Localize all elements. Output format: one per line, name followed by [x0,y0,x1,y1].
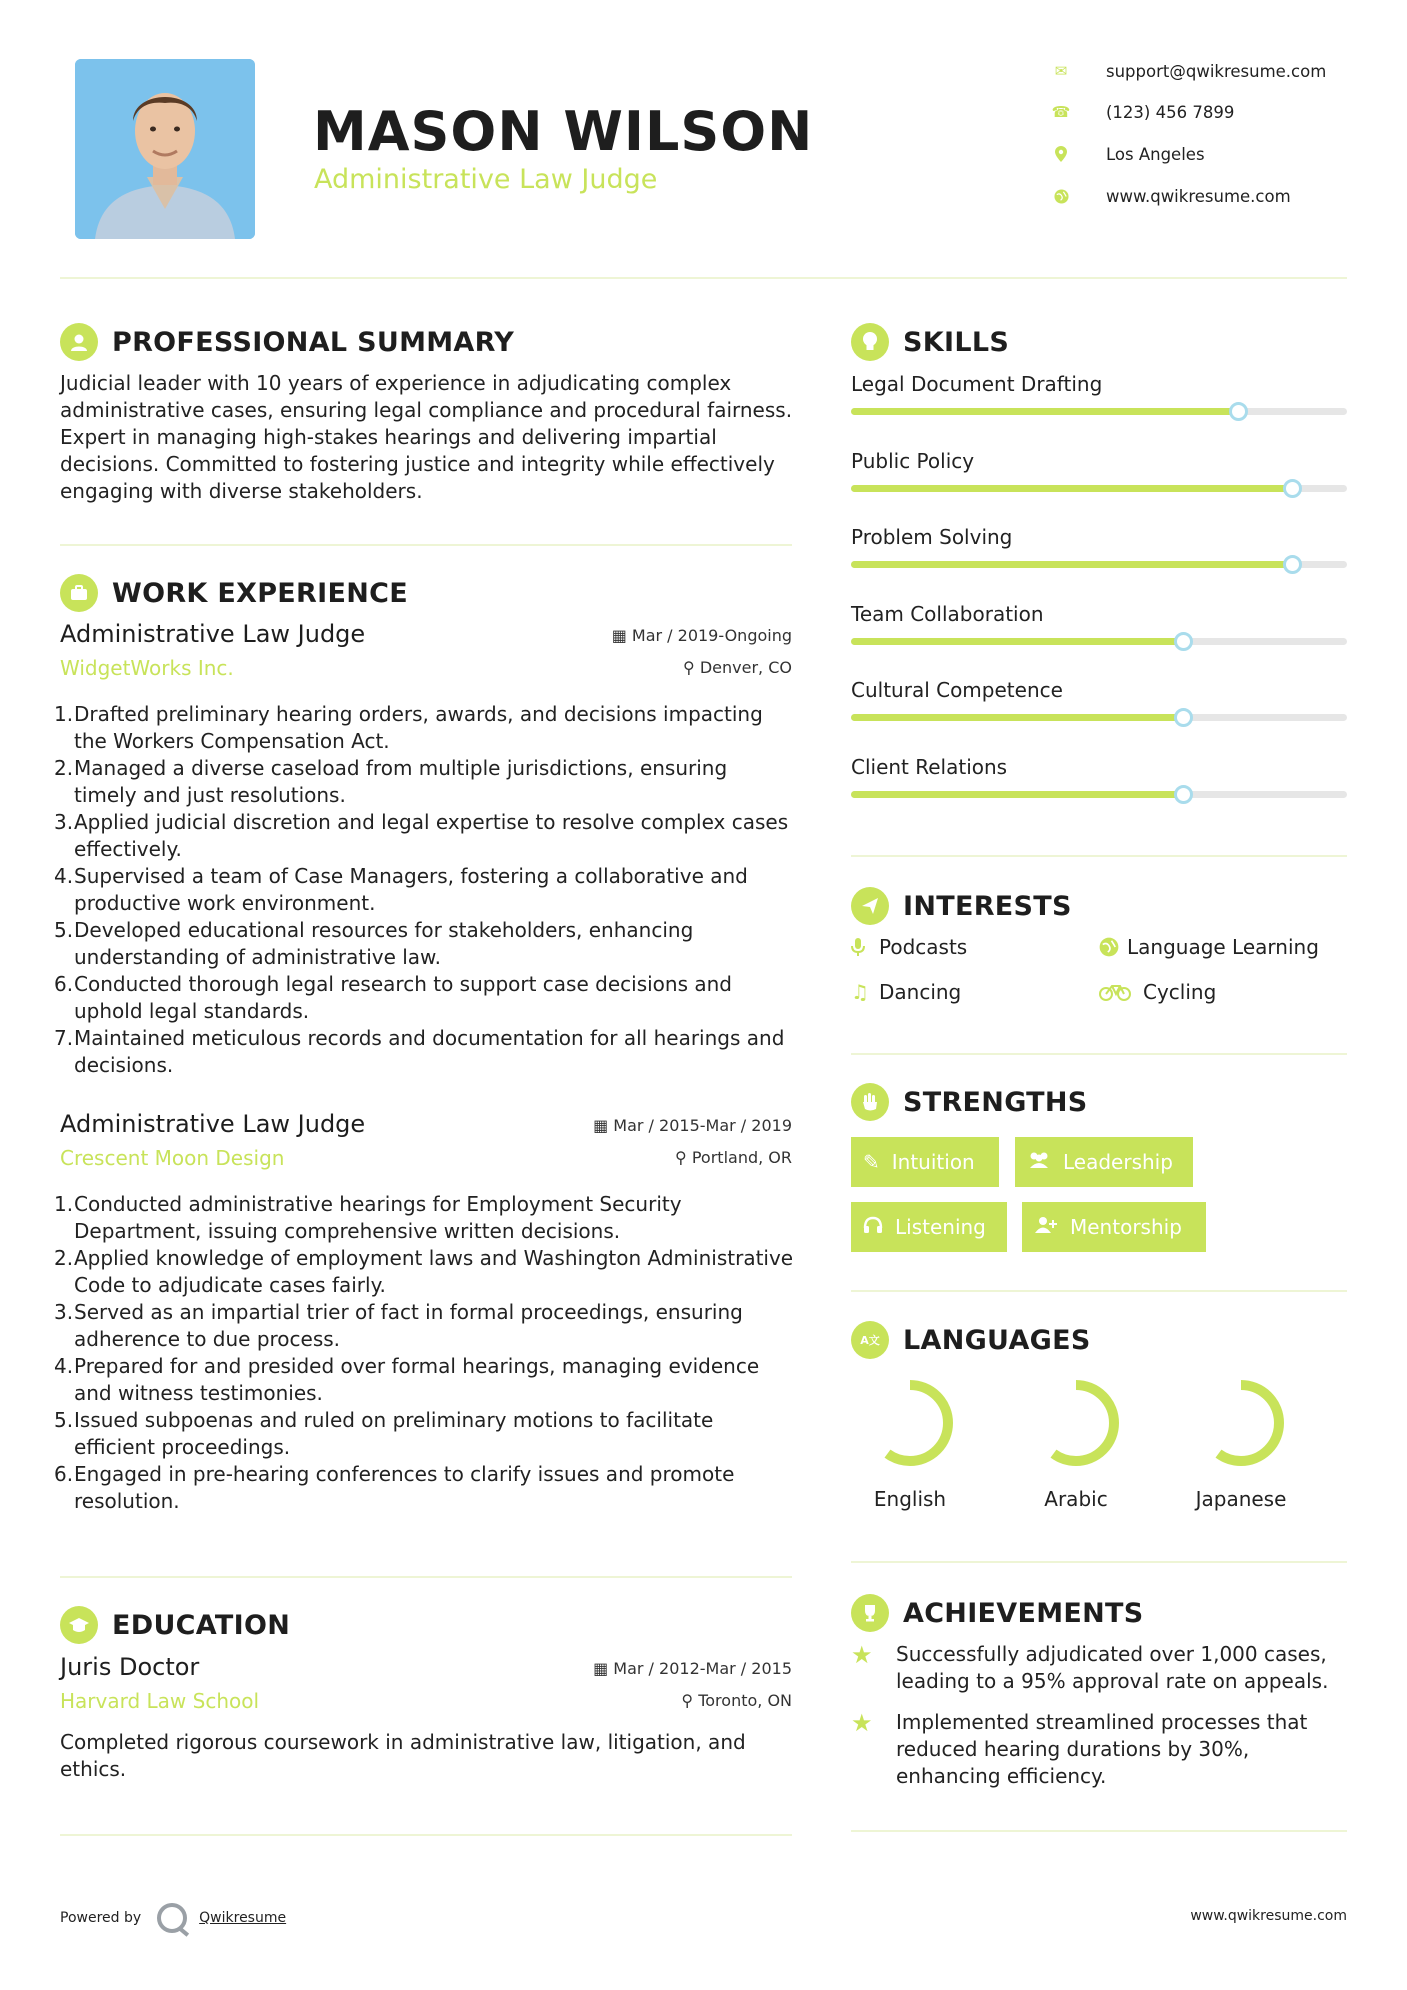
skill-item [851,602,1347,626]
interests-heading-text: INTERESTS [903,890,1072,922]
interest-label: Language Learning [1127,935,1319,959]
skill-level-knob [1283,479,1302,498]
contact-website-text: www.qwikresume.com [1106,186,1291,206]
language-name: Arabic [1044,1487,1108,1511]
interest-podcasts [851,935,967,959]
languages-divider [851,1561,1347,1563]
skill-item [851,678,1347,702]
strength-tag-intuition [851,1137,999,1187]
phone-icon: ☎ [1051,103,1071,121]
footer-url[interactable]: www.qwikresume.com [1190,1908,1347,1924]
list-item: 2. Applied knowledge of employment laws and Washington Administrative Code to adjudicate cases fairly. [54,1246,794,1297]
headphones-icon [863,1215,883,1239]
trophy-icon [851,1594,889,1632]
list-item: 4. Supervised a team of Case Managers, fostering a collaborative and productive work environment. [54,864,748,915]
list-item: 3. Served as an impartial trier of fact in formal proceedings, ensuring adherence to due process. [54,1300,743,1351]
list-item: 1. Drafted preliminary hearing orders, awards, and decisions impacting the Workers Compensation Act. [54,702,763,753]
language-level-arc [1038,1385,1114,1461]
skill-name: Client Relations [851,754,1008,779]
skill-bar-track [851,638,1347,645]
skill-item [851,372,1347,396]
skill-bar-fill [851,791,1183,798]
languages-heading-text: LANGUAGES [903,1324,1091,1356]
list-item: 5. Issued subpoenas and ruled on preliminary motions to facilitate efficient proceedings. [54,1408,714,1459]
brand-link[interactable]: Qwikresume [199,1910,287,1926]
strength-tag-mentorship [1022,1202,1206,1252]
skill-name: Cultural Competence [851,678,1063,702]
skill-bar-fill [851,714,1183,721]
strength-tag-listening [851,1202,1007,1252]
star-icon: ★ [851,1641,873,1669]
user-plus-icon [1034,1215,1058,1239]
strength-label: Leadership [1063,1150,1173,1174]
achievements-heading-text: ACHIEVEMENTS [903,1597,1144,1629]
skill-item [851,449,1347,473]
job-location-text: Portland, OR [691,1148,792,1167]
calendar-icon: ▦ [611,626,632,645]
skills-heading-text: SKILLS [903,326,1010,358]
language-level-ring [864,1377,956,1469]
achievement-item [851,1641,1351,1695]
job-date-text: Mar / 2015-Mar / 2019 [613,1116,792,1135]
education-divider [60,1834,792,1836]
skill-bar-track [851,408,1347,415]
achievement-text: Successfully adjudicated over 1,000 cases, leading to a 95% approval rate on appeals. [896,1642,1329,1693]
education-location [681,1691,792,1710]
education-date-text: Mar / 2012-Mar / 2015 [613,1659,792,1678]
language-item [1006,1377,1146,1511]
bicycle-icon [1099,983,1143,1001]
powered-by-text: Powered by [60,1910,142,1926]
achievement-text: Implemented streamlined processes that reduced hearing durations by 30%, enhancing efficiency. [896,1710,1308,1788]
skill-bar-fill [851,485,1292,492]
contact-email[interactable] [1051,56,1326,86]
magic-wand-icon: ✎ [863,1150,880,1174]
job-location-text: Denver, CO [699,658,792,677]
skill-bar-track [851,485,1347,492]
strengths-heading-text: STRENGTHS [903,1086,1088,1118]
globe-icon [1099,937,1127,957]
summary-divider [60,544,792,546]
strength-label: Intuition [891,1150,975,1174]
contact-website[interactable] [1051,181,1291,211]
education-location-text: Toronto, ON [698,1691,792,1710]
skill-bar-track [851,714,1347,721]
education-entry [60,1653,792,1781]
interest-cycling [1099,980,1216,1004]
degree-title: Juris Doctor [60,1653,200,1681]
list-item: 3. Applied judicial discretion and legal expertise to resolve complex cases effectively. [54,810,789,861]
interest-dancing [851,980,961,1004]
summary-text: Judicial leader with 10 years of experience in adjudicating complex administrative cases, ensuring legal compliance and procedural fairness. Expert in managing high-stakes hearings and delivering impartial decisions. Committed to fostering justice and integrity while effectively engaging with diverse stakeholders. [60,371,793,503]
interest-label: Dancing [879,980,962,1004]
skill-item [851,525,1347,549]
music-note-icon: ♫ [851,980,869,1004]
job-location [683,658,792,677]
skill-bar-fill [851,408,1238,415]
skills-heading [851,323,1009,361]
skill-level-knob [1229,402,1248,421]
contact-phone-text: (123) 456 7899 [1106,102,1235,122]
language-level-arc [1203,1385,1279,1461]
skill-name: Team Collaboration [851,601,1044,626]
profile-photo [75,59,255,239]
job-date [612,626,792,645]
pushpin-icon: ⚲ [681,1691,699,1710]
paper-plane-icon [851,887,889,925]
header-divider [60,277,1347,279]
language-level-ring [1030,1377,1122,1469]
skill-name: Problem Solving [851,525,1013,549]
list-item: 4. Prepared for and presided over formal hearings, managing evidence and witness testimonies. [54,1354,760,1405]
hand-icon [851,1083,889,1121]
job-location [675,1148,792,1167]
experience-heading [60,574,408,612]
skill-name: Public Policy [851,448,975,473]
language-level-arc [872,1385,948,1461]
language-item [1171,1377,1311,1511]
list-item: 2. Managed a diverse caseload from multiple jurisdictions, ensuring timely and just resolutions. [54,756,728,807]
job-bullets [54,1191,794,1515]
list-item: 7. Maintained meticulous records and documentation for all hearings and decisions. [54,1026,785,1077]
language-icon: A文 [851,1321,889,1359]
language-item [840,1377,980,1511]
job-entry-1 [54,620,792,1077]
education-heading [60,1606,290,1644]
contact-phone[interactable] [1051,97,1234,127]
education-date [593,1659,792,1678]
envelope-icon: ✉ [1054,62,1068,80]
strength-tag-leadership [1015,1137,1193,1187]
list-item: 1. Conducted administrative hearings for Employment Security Department, issuing comprehensive written decisions. [54,1192,682,1243]
interests-divider [851,1053,1347,1055]
interest-label: Cycling [1143,980,1217,1004]
strengths-divider [851,1290,1347,1292]
language-level-ring [1195,1377,1287,1469]
skill-bar-fill [851,638,1183,645]
contact-email-text: support@qwikresume.com [1106,61,1327,81]
language-name: Japanese [1195,1487,1287,1511]
skill-level-knob [1174,785,1193,804]
qwikresume-logo-icon [157,1903,187,1933]
graduation-cap-icon [60,1606,98,1644]
footer-powered-by [60,1903,286,1933]
job-bullets [54,701,794,1079]
star-icon: ★ [851,1709,873,1737]
experience-divider [60,1576,792,1578]
job-company: WidgetWorks Inc. [60,656,234,680]
skill-bar-track [851,791,1347,798]
summary-heading [60,323,514,361]
pushpin-icon: ⚲ [683,658,700,677]
skill-level-knob [1174,708,1193,727]
list-item: 6. Conducted thorough legal research to support case decisions and uphold legal standards. [54,972,732,1023]
job-company: Crescent Moon Design [60,1146,285,1170]
achievements-heading [851,1594,1144,1632]
education-description: Completed rigorous coursework in administrative law, litigation, and ethics. [60,1730,746,1781]
skill-bar-track [851,561,1347,568]
strengths-heading [851,1083,1088,1121]
summary-heading-text: PROFESSIONAL SUMMARY [112,326,515,358]
candidate-name: MASON WILSON [313,100,814,163]
languages-heading [851,1321,1091,1359]
list-item: 5. Developed educational resources for stakeholders, enhancing understanding of administrative law. [54,918,694,969]
language-name: English [873,1487,947,1511]
contact-location [1051,139,1205,169]
candidate-title: Administrative Law Judge [314,164,658,195]
lightbulb-icon [851,323,889,361]
contact-location-text: Los Angeles [1106,144,1205,164]
job-entry-2 [54,1110,794,1513]
globe-icon [1051,186,1071,206]
skill-level-knob [1174,632,1193,651]
users-icon [1027,1150,1051,1174]
job-date [593,1116,792,1135]
skill-name: Legal Document Drafting [851,372,1103,396]
skill-bar-fill [851,561,1292,568]
calendar-icon: ▦ [593,1116,614,1135]
briefcase-icon [60,574,98,612]
job-date-text: Mar / 2019-Ongoing [631,626,792,645]
education-heading-text: EDUCATION [112,1609,291,1641]
strength-label: Mentorship [1070,1215,1182,1239]
microphone-icon [851,937,879,957]
skill-level-knob [1283,555,1302,574]
job-title: Administrative Law Judge [60,620,366,648]
pushpin-icon: ⚲ [675,1148,692,1167]
achievements-divider [851,1830,1347,1832]
user-icon [60,323,98,361]
map-marker-icon [1051,144,1071,164]
strength-label: Listening [895,1215,986,1239]
job-title: Administrative Law Judge [60,1110,366,1138]
interest-label: Podcasts [879,935,968,959]
achievement-item [851,1709,1351,1790]
list-item: 6. Engaged in pre-hearing conferences to clarify issues and promote resolution. [54,1462,735,1513]
skill-item [851,755,1347,779]
calendar-icon: ▦ [593,1659,614,1678]
interest-language-learning [1099,935,1319,959]
skills-divider [851,855,1347,857]
experience-heading-text: WORK EXPERIENCE [112,577,408,609]
school-name: Harvard Law School [60,1689,260,1713]
interests-heading [851,887,1072,925]
